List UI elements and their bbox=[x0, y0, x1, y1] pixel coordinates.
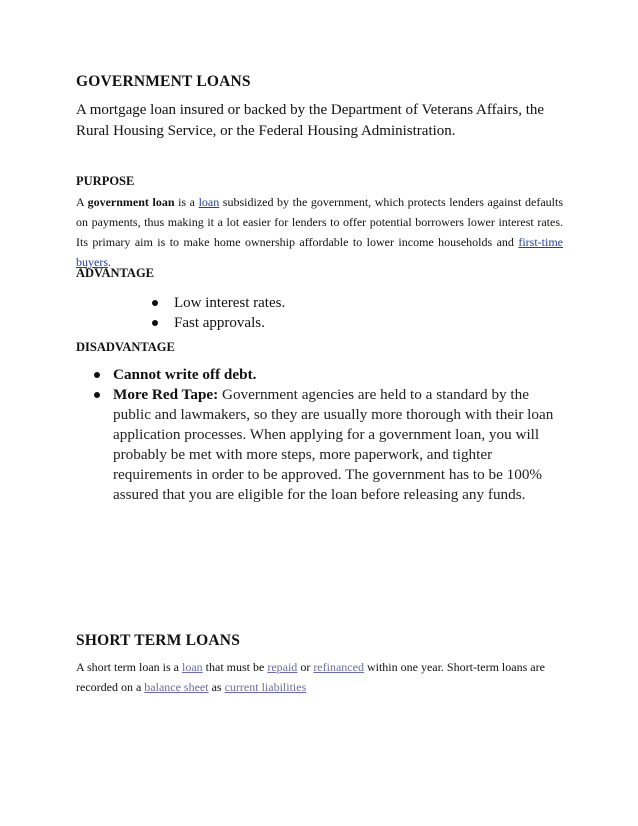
short-term-loans-title: SHORT TERM LOANS bbox=[76, 632, 241, 649]
advantage-heading: ADVANTAGE bbox=[76, 266, 155, 280]
purpose-heading: PURPOSE bbox=[76, 174, 135, 188]
short-term-t1: A short term loan is a bbox=[76, 660, 182, 674]
bullet-icon bbox=[94, 392, 100, 398]
advantage-text: Low interest rates. bbox=[174, 295, 286, 311]
disadvantage-bold-label: More Red Tape: bbox=[113, 386, 219, 403]
first-time-buyers-link[interactable]: first-time buyers bbox=[76, 235, 563, 269]
short-term-t2: that must be bbox=[202, 660, 268, 674]
disadvantage-text: Cannot write off debt. bbox=[113, 366, 257, 383]
current-liabilities-link[interactable]: current liabilities bbox=[224, 680, 307, 694]
bullet-icon bbox=[152, 320, 158, 326]
purpose-end: . bbox=[108, 255, 111, 269]
disadvantage-body: Government agencies are held to a standard by the public and lawmakers, so they are usually more thorough with their loan application processes. When applying for a government loan, you will probably be met with more steps, more paperwork, and tighter requirements in order to be approved. The government has to be 100% assured that you are eligible for the loan before releasing any funds. bbox=[113, 386, 554, 503]
purpose-paragraph bbox=[76, 192, 563, 272]
short-term-t4: within one year. Short-term loans are recorded on a bbox=[76, 660, 545, 694]
refinanced-link[interactable]: refinanced bbox=[313, 660, 364, 674]
bullet-icon bbox=[152, 300, 158, 306]
short-term-t5: as bbox=[208, 680, 225, 694]
purpose-mid2: subsidized by the government, which protects lenders against defaults on payments, thus making it a lot easier for lenders to offer potential borrowers lower interest rates. Its primary aim is to make home ownership affordable to lower income households and bbox=[76, 195, 563, 249]
disadvantage-heading: DISADVANTAGE bbox=[76, 340, 175, 354]
loan-link[interactable]: loan bbox=[181, 660, 203, 674]
short-term-paragraph bbox=[76, 657, 556, 697]
short-term-t3: or bbox=[297, 660, 314, 674]
disadvantage-text bbox=[113, 385, 568, 505]
advantage-text: Fast approvals. bbox=[174, 315, 265, 331]
government-loans-definition: A mortgage loan insured or backed by the Department of Veterans Affairs, the Rural Housing Service, or the Federal Housing Administration. bbox=[76, 102, 545, 139]
government-loans-title: GOVERNMENT LOANS bbox=[76, 73, 251, 90]
bullet-icon bbox=[94, 372, 100, 378]
loan-link[interactable]: loan bbox=[198, 195, 220, 209]
repaid-link[interactable]: repaid bbox=[267, 660, 298, 674]
purpose-lead: A bbox=[76, 195, 88, 209]
balance-sheet-link[interactable]: balance sheet bbox=[144, 680, 209, 694]
purpose-bold-term: government loan bbox=[87, 195, 175, 209]
purpose-mid1: is a bbox=[174, 195, 199, 209]
